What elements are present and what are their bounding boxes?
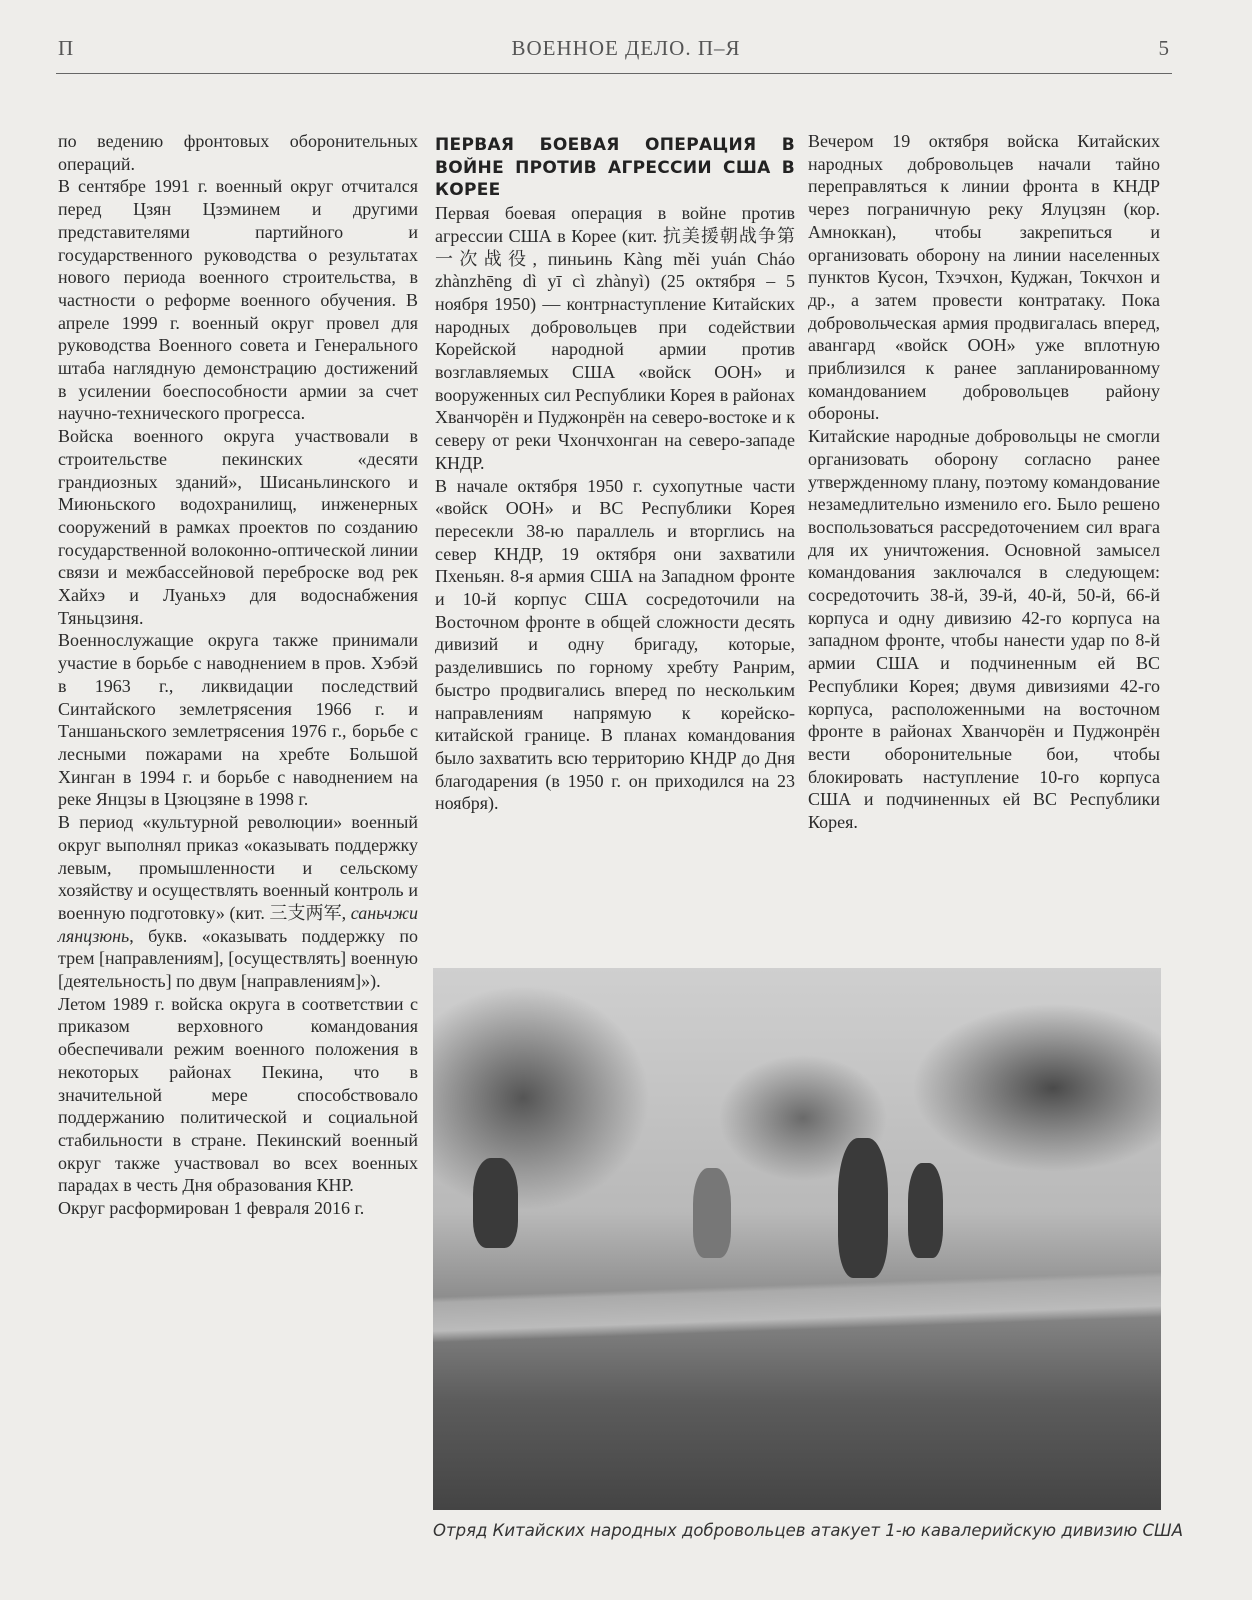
header-rule	[56, 73, 1172, 74]
paragraph: Вечером 19 октября войска Китайских народных добровольцев начали тайно переправляться к линии фронта в КНДР через пограничную реку Ялуцзян (кор. Амноккан), чтобы закрепиться и организовать оборону на линии населенных пунктов Кусон, Тхэчхон, Куджан, Токчхон и др., а затем провести контратаку. Пока добровольческая армия продвигалась вперед, авангард «войск ООН» уже вплотную приблизился к ранее запланированному командованием добровольцев району обороны.	[808, 131, 1160, 424]
paragraph: В начале октября 1950 г. сухопутные части «войск ООН» и ВС Республики Корея пересекли 38-ю параллель и вторглись на север КНДР, 19 октября они захватили Пхеньян. 8-я армия США на Западном фронте и 10-й корпус США сосредоточили на Восточном фронте в общей сложности десять дивизий и одну бригаду, которые, разделившись по горному хребту Ранрим, быстро продвигались вперед по нескольким направлениям напрямую к корейско-китайской границе. В планах командования было захватить всю территорию КНДР до Дня благодарения (в 1950 г. он приходился на 23 ноября).	[435, 475, 795, 814]
section-letter: П	[58, 36, 75, 60]
war-photo	[433, 968, 1161, 1510]
paragraph: Летом 1989 г. войска округа в соответствии с приказом верховного командования обеспечивали режим военного положения в некоторых районах Пекина, что в значительной мере способствовало поддержанию политической и социальной стабильности в стране. Пекинский военный округ также участвовал во всех военных парадах в честь Дня образования КНР.	[58, 993, 418, 1196]
soldier-figure	[838, 1138, 888, 1278]
paragraph: Военнослужащие округа также принимали участие в борьбе с наводнением в пров. Хэбэй в 1963 г., ликвидации последствий Синтайского землетрясения 1966 г. и Таншаньского землетрясения 1976 г., борьбе с лесными пожарами на хребте Большой Хинган в 1994 г. и борьбе с наводнением на реке Янцзы в Цзюцзяне в 1998 г.	[58, 630, 418, 810]
paragraph	[58, 811, 418, 993]
paragraph: Китайские народные добровольцы не смогли организовать оборону согласно ранее утвержденному плану, поэтому командование незамедлительно изменило его. Было решено воспользоваться рассредоточением сил врага для их уничтожения. Основной замысел командования заключался в следующем: сосредоточить 38-й, 39-й, 40-й, 50-й, 66-й корпуса и одну дивизию 42-го корпуса на западном фронте, чтобы нанести удар по 8-й армии США и подчиненным ей ВС Республики Корея; двумя дивизиями 42-го корпуса, расположенными на восточном фронте в районах Хванчорён и Пуджонрён вести оборонительные бои, чтобы блокировать наступление 10-го корпуса США и подчиненных ей ВС Республики Корея.	[808, 426, 1160, 833]
italic-term: саньчжи лянцзюнь	[58, 902, 418, 946]
soldier-figure	[473, 1158, 518, 1248]
soldier-figure	[908, 1163, 943, 1258]
paragraph: В сентябре 1991 г. военный округ отчитался перед Цзян Цзэминем и другими представителями партийного и государственного руководства о результатах нового периода военного строительства, в частности о реформе военного обучения. В апреле 1999 г. военный округ провел для руководства Военного совета и Генерального штаба наглядную демонстрацию достижений в усилении боеспособности армии за счет научно-технического прогресса.	[58, 176, 418, 424]
paragraph: Первая боевая операция в войне против агрессии США в Корее (кит. 抗美援朝战争第一次战役, пиньинь Kàng měi yuán Cháo zhànzhēng dì yī cì zhànyì) (25 октября – 5 ноября 1950) — контрнаступление Китайских народных добровольцев при содействии Корейской народной армии против возглавляемых США «войск ООН» и вооруженных сил Республики Корея в районах Хванчорён и Пуджонрён на северо-востоке и к северу от реки Чхончхонган на северо-западе КНДР.	[435, 203, 795, 473]
paragraph: по ведению фронтовых оборонительных операций.	[58, 131, 418, 174]
column-3	[808, 130, 1160, 834]
column-2	[435, 130, 795, 815]
column-1	[58, 130, 418, 1220]
photo-caption: Отряд Китайских народных добровольцев атакует 1-ю кавалерийскую дивизию США	[433, 1521, 1183, 1540]
article-heading: ПЕРВАЯ БОЕВАЯ ОПЕРАЦИЯ В ВОЙНЕ ПРОТИВ АГРЕССИИ США В КОРЕЕ	[435, 135, 795, 201]
page-number: 5	[1158, 36, 1170, 60]
soldier-figure	[693, 1168, 731, 1258]
text: , букв. «оказывать поддержку по трем [направлениям], [осуществлять] военную [деятельность] по двум [направлениям]»).	[58, 925, 418, 992]
paragraph: Войска военного округа участвовали в строительстве пекинских «десяти грандиозных зданий», Шисаньлинского и Миюньского водохранилищ, инженерных сооружений в рамках проектов по созданию государственной волоконно-оптической линии связи и межбассейновой переброске вод рек Хайхэ и Луаньхэ для водоснабжения Тяньцзиня.	[58, 426, 418, 628]
paragraph: Округ расформирован 1 февраля 2016 г.	[58, 1198, 365, 1219]
running-title: ВОЕННОЕ ДЕЛО. П–Я	[511, 36, 741, 60]
text: В период «культурной революции» военный округ выполнял приказ «оказывать поддержку левым, промышленности и сельскому хозяйству и осуществлять военный контроль и военную подготовку» (кит. 三支两军,	[58, 812, 418, 923]
